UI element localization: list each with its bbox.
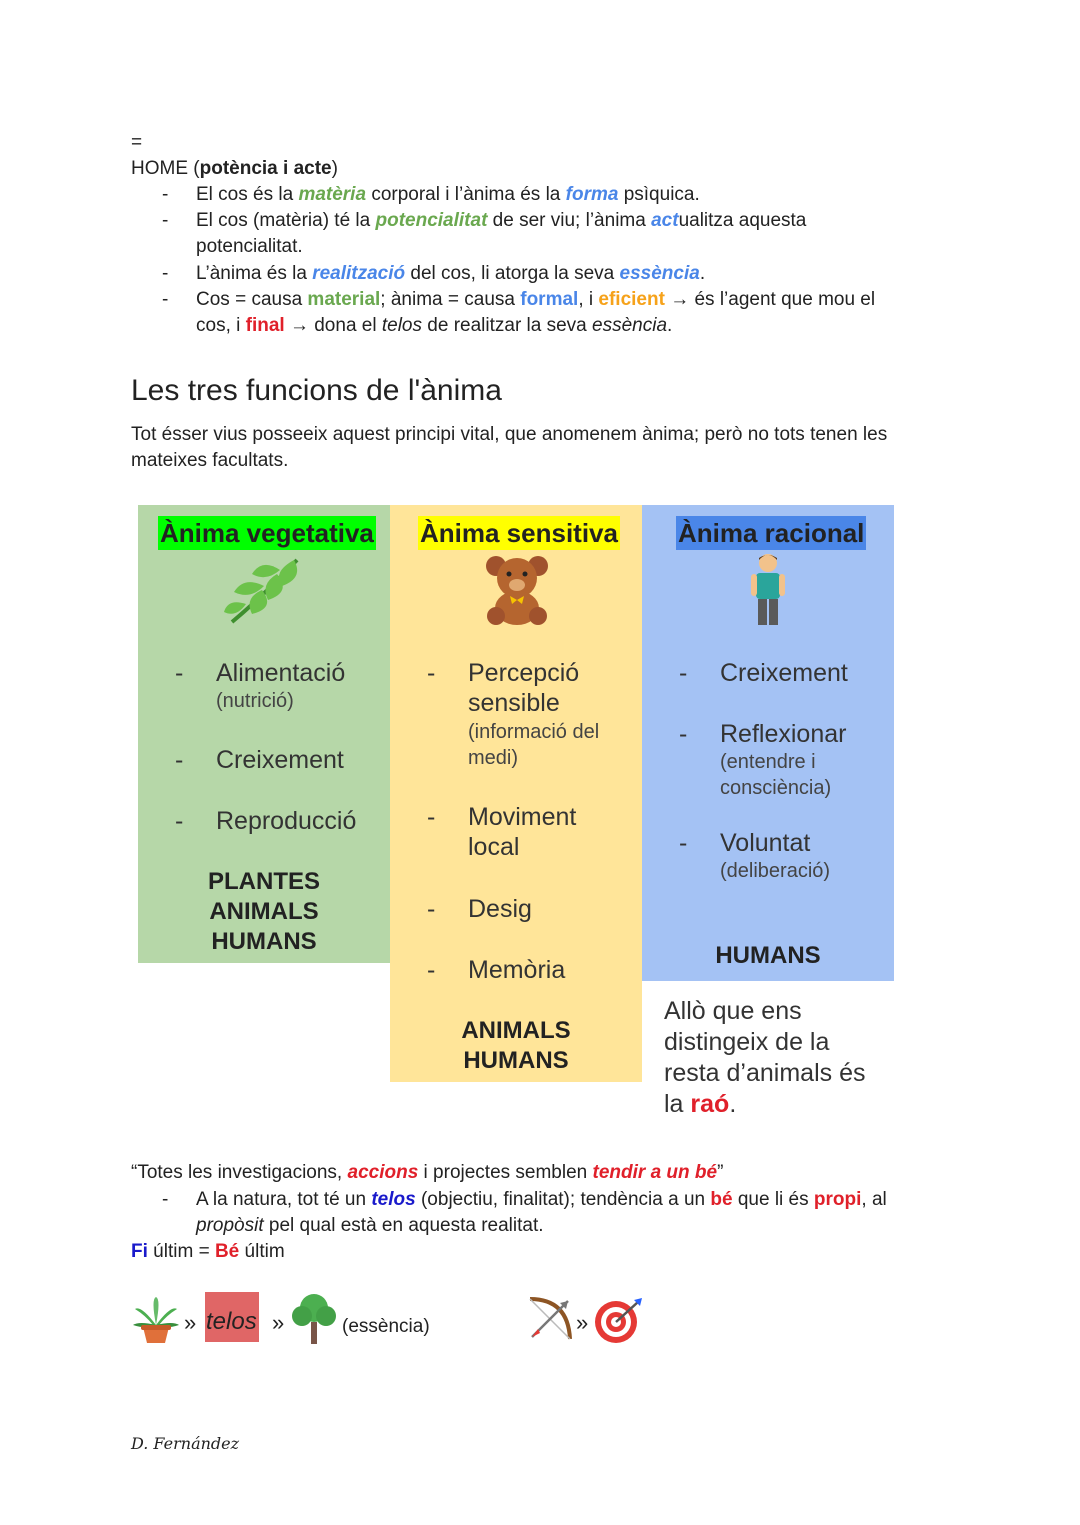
- dash: -: [175, 659, 184, 687]
- group-rational: HUMANS: [715, 942, 821, 969]
- equals-mark: =: [131, 132, 143, 153]
- dash: -: [427, 956, 436, 984]
- arrow-3: »: [576, 1310, 589, 1335]
- header-vegetative: Ànima vegetativa: [160, 518, 374, 548]
- item-reproduccio: Reproducció: [216, 807, 357, 835]
- bullet-dash: -: [162, 1189, 169, 1210]
- group-vegetative: PLANTES ANIMALS HUMANS: [207, 868, 320, 955]
- item-reflexionar: Reflexionar: [720, 720, 847, 748]
- arrow-1: »: [184, 1310, 197, 1335]
- header-rational: Ànima racional: [678, 518, 865, 548]
- bullet-dash: -: [162, 210, 169, 231]
- telos-label: telos: [206, 1308, 257, 1335]
- dash: -: [175, 807, 184, 835]
- item-nutricio: (nutrició): [216, 690, 294, 712]
- reason-note: Allò que ens distingeix de la resta d’animals és la raó.: [664, 997, 866, 1118]
- bullet-dash: -: [162, 289, 169, 310]
- item-voluntat: Voluntat: [720, 829, 811, 857]
- intro-text: Tot ésser vius posseeix aquest principi vital, que anomenem ànima; però no tots tenen les mateixes facultats.: [131, 424, 888, 471]
- fi-bo-line: Fi últim = Bé últim: [131, 1241, 285, 1262]
- man-icon: [748, 552, 788, 626]
- bullet-2: El cos (matèria) té la potencialitat de ser viu; l’ànima actualitza aquesta potencialitat.: [196, 210, 807, 257]
- header-sensitive: Ànima sensitiva: [420, 518, 618, 548]
- bullet-dash: -: [162, 184, 169, 205]
- item-informacio: (informació del medi): [468, 721, 600, 769]
- home-heading: HOME (potència i acte): [131, 158, 338, 179]
- essencia-label: (essència): [342, 1316, 430, 1337]
- bullet-1: El cos és la matèria corporal i l’ànima és la forma psìquica.: [196, 184, 700, 205]
- teddy-bear-icon: [482, 552, 552, 626]
- dash: -: [175, 746, 184, 774]
- bullet-3: L’ànima és la realització del cos, li atorga la seva essència.: [196, 263, 706, 284]
- quote-bullet: A la natura, tot té un telos (objectiu, finalitat); tendència a un bé que li és propi, al propòsit pel qual està en aquesta realitat.: [196, 1189, 887, 1236]
- item-desig: Desig: [468, 895, 532, 923]
- group-sensitive: ANIMALS HUMANS: [461, 1017, 571, 1074]
- potted-plant-icon: [131, 1295, 181, 1345]
- dash: -: [679, 720, 688, 748]
- signature: D. Fernández: [131, 1434, 240, 1453]
- dash: -: [427, 895, 436, 923]
- item-memoria: Memòria: [468, 956, 566, 984]
- item-percepcio: Percepció sensible: [468, 659, 580, 717]
- target-icon: [594, 1296, 644, 1344]
- item-creixement: Creixement: [216, 746, 344, 774]
- arrow-2: »: [272, 1310, 285, 1335]
- quote: “Totes les investigacions, accions i projectes semblen tendir a un bé”: [131, 1162, 724, 1183]
- item-alimentacio: Alimentació: [216, 659, 346, 687]
- bullet-4: Cos = causa material; ànima = causa formal, i eficient → és l’agent que mou el cos, i final → dona el telos de realitzar la seva essència.: [196, 289, 876, 336]
- dash: -: [679, 659, 688, 687]
- item-moviment: Moviment local: [468, 803, 577, 861]
- section-title: Les tres funcions de l'ànima: [131, 374, 502, 407]
- item-creixement-r: Creixement: [720, 659, 848, 687]
- dash: -: [427, 659, 436, 687]
- bullet-dash: -: [162, 263, 169, 284]
- leaf-icon: [222, 552, 306, 626]
- item-entendre: (entendre i consciència): [720, 751, 832, 799]
- item-deliberacio: (deliberació): [720, 860, 831, 882]
- dash: -: [427, 803, 436, 831]
- tree-icon: [290, 1292, 338, 1344]
- bow-and-arrow-icon: [524, 1293, 576, 1345]
- dash: -: [679, 829, 688, 857]
